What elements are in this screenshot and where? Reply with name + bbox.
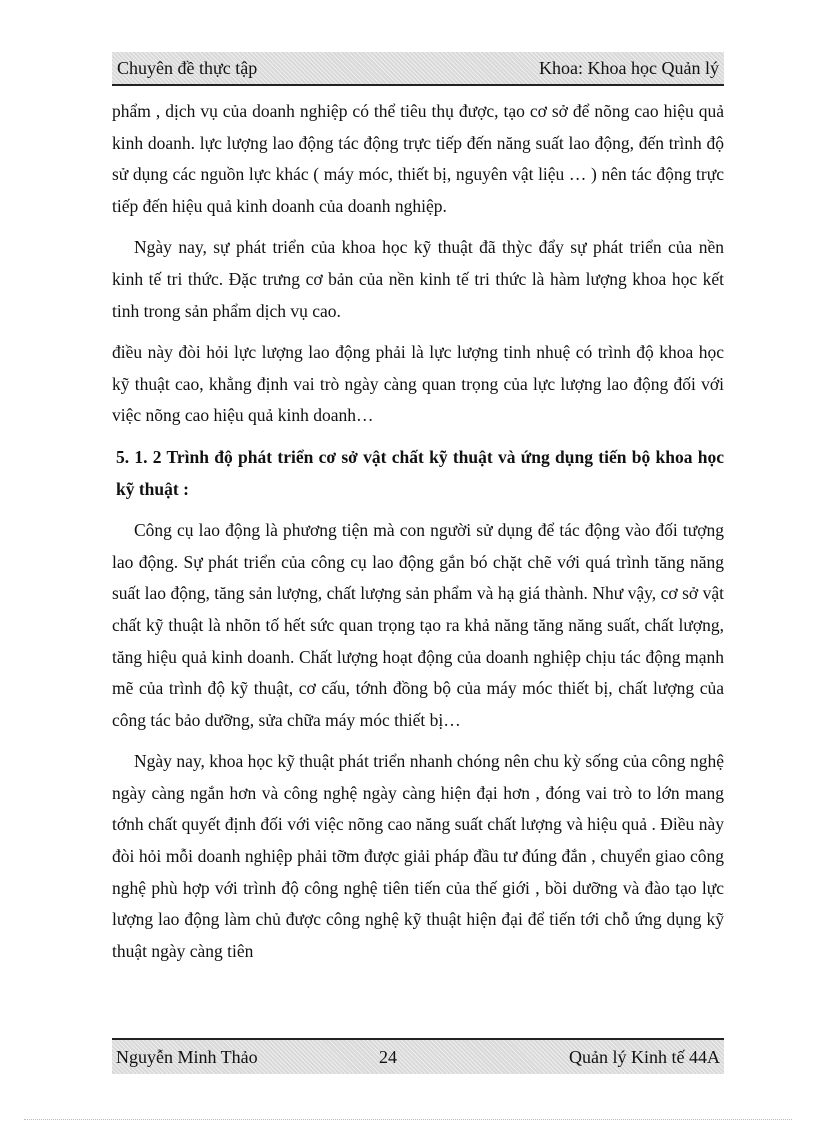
body-paragraph-3: điều này đòi hỏi lực lượng lao động phải là lực lượng tinh nhuệ có trình độ khoa học kỹ thuật cao, khẳng định vai trò ngày càng quan trọng của lực lượng lao động đối với việc nõng cao hiệu quả kinh doanh… [112, 342, 724, 426]
body-paragraph-1: phẩm , dịch vụ của doanh nghiệp có thể tiêu thụ được, tạo cơ sở để nõng cao hiệu quả kinh doanh. lực lượng lao động tác động trực tiếp đến năng suất lao động, đến trình độ sử dụng các nguồn lực khác ( máy móc, thiết bị, nguyên vật liệu … ) nên tác động trực tiếp đến hiệu quả kinh doanh của doanh nghiệp. [112, 101, 724, 216]
section-paragraph-2: Ngày nay, khoa học kỹ thuật phát triển nhanh chóng nên chu kỳ sống của công nghệ ngày càng ngắn hơn và công nghệ ngày càng hiện đại hơn , đóng vai trò to lớn mang tớnh chất quyết định đối với việc nõng cao năng suất chất lượng và hiệu quả . Điều này đòi hỏi mỗi doanh nghiệp phải tỡm được giải pháp đầu tư đúng đắn , chuyển giao công nghệ phù hợp với trình độ công nghệ tiên tiến của thế giới , bồi dưỡng và đào tạo lực lượng lao động làm chủ được công nghệ kỹ thuật hiện đại để tiến tới chỗ ứng dụng kỹ thuật ngày càng tiên [112, 751, 724, 961]
page-number: 24 [378, 1046, 397, 1067]
page-header [112, 52, 724, 86]
footer-author: Nguyễn Minh Thảo [116, 1046, 258, 1067]
section-heading: 5. 1. 2 Trình độ phát triển cơ sở vật chất kỹ thuật và ứng dụng tiến bộ khoa học kỹ thuật : [116, 446, 724, 499]
section-paragraph-1: Công cụ lao động là phương tiện mà con người sử dụng để tác động vào đối tượng lao động. Sự phát triển của công cụ lao động gắn bó chặt chẽ với quá trình tăng năng suất lao động, tăng sản lượng, chất lượng sản phẩm và hạ giá thành. Như vậy, cơ sở vật chất kỹ thuật là nhõn tố hết sức quan trọng tạo ra khả năng tăng năng suất, chất lượng, tăng hiệu quả kinh doanh. Chất lượng hoạt động của doanh nghiệp chịu tác động mạnh mẽ của trình độ kỹ thuật, cơ cấu, tớnh đồng bộ của máy móc thiết bị, chất lượng của công tác bảo dưỡng, sửa chữa máy móc thiết bị… [112, 520, 724, 730]
body-paragraph-2: Ngày nay, sự phát triển của khoa học kỹ thuật đã thỳc đẩy sự phát triển của nền kinh tế tri thức. Đặc trưng cơ bản của nền kinh tế tri thức là hàm lượng khoa học kết tinh trong sản phẩm dịch vụ cao. [112, 237, 724, 321]
bottom-divider [24, 1119, 792, 1120]
footer-class: Quản lý Kinh tế 44A [569, 1046, 720, 1067]
page-body [112, 96, 724, 977]
header-left-title: Chuyên đề thực tập [117, 57, 258, 78]
page-footer [112, 1038, 724, 1074]
header-right-title: Khoa: Khoa học Quản lý [539, 57, 719, 78]
